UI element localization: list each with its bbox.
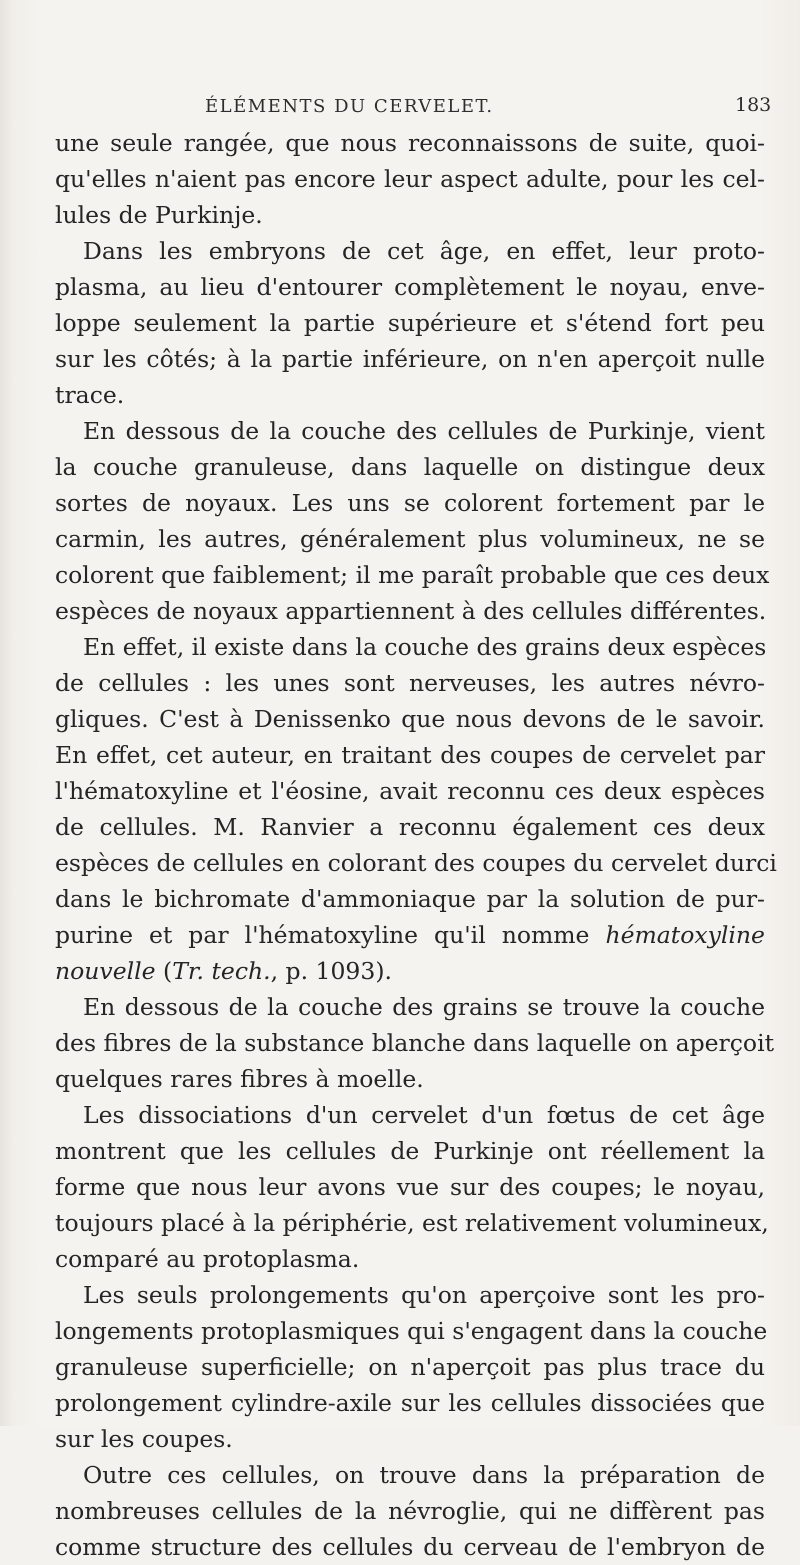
text-line: trace. — [55, 381, 125, 409]
page-number: 183 — [735, 94, 772, 116]
text-line: plasma, au lieu d'entourer complètement le noyau, enve- — [55, 273, 765, 301]
text-line: prolongement cylindre-axile sur les cellules dissociées que — [55, 1389, 765, 1417]
text-line: qu'elles n'aient pas encore leur aspect adulte, pour les cel- — [55, 165, 765, 193]
text-line: En effet, cet auteur, en traitant des coupes de cervelet par — [55, 741, 765, 769]
text-line: granuleuse superficielle; on n'aperçoit pas plus trace du — [55, 1353, 765, 1381]
text-line: En effet, il existe dans la couche des grains deux espèces — [83, 633, 767, 661]
text-line: comparé au protoplasma. — [55, 1245, 360, 1273]
italic-term: nouvelle — [55, 957, 156, 985]
text-line: montrent que les cellules de Purkinje ont réellement la — [55, 1137, 765, 1165]
text-line: lules de Purkinje. — [55, 201, 263, 229]
text-line: la couche granuleuse, dans laquelle on distingue deux — [55, 453, 765, 481]
text-line: dans le bichromate d'ammoniaque par la solution de pur- — [55, 885, 765, 913]
running-head: ÉLÉMENTS DU CERVELET. — [205, 96, 494, 117]
text-line: une seule rangée, que nous reconnaissons de suite, quoi- — [55, 129, 765, 157]
text-line — [55, 917, 765, 953]
body-text — [55, 125, 777, 1565]
text-line: loppe seulement la partie supérieure et s'étend fort peu — [55, 309, 765, 337]
text-line: Dans les embryons de cet âge, en effet, leur proto- — [83, 237, 765, 265]
text-line: sur les coupes. — [55, 1425, 233, 1453]
text-line: l'hématoxyline et l'éosine, avait reconnu ces deux espèces — [55, 777, 765, 805]
text-line: colorent que faiblement; il me paraît probable que ces deux — [55, 561, 770, 589]
text-line: sur les côtés; à la partie inférieure, on n'en aperçoit nulle — [55, 345, 765, 373]
text-line-segment: purine et par l'hématoxyline qu'il nomme — [55, 921, 590, 949]
text-line: de cellules : les unes sont nerveuses, les autres névro- — [55, 669, 765, 697]
text-line: En dessous de la couche des grains se trouve la couche — [83, 993, 765, 1021]
text-line: comme structure des cellules du cerveau de l'embryon de — [55, 1533, 765, 1561]
text-line: espèces de noyaux appartiennent à des cellules différentes. — [55, 597, 767, 625]
text-line-segment: ( — [163, 957, 173, 985]
text-line: nombreuses cellules de la névroglie, qui ne diffèrent pas — [55, 1497, 765, 1525]
text-line: des fibres de la substance blanche dans laquelle on aperçoit — [55, 1029, 775, 1057]
text-line: toujours placé à la périphérie, est relativement volumineux, — [55, 1209, 769, 1237]
text-line: longements protoplasmiques qui s'engagent dans la couche — [55, 1317, 768, 1345]
text-line: gliques. C'est à Denissenko que nous devons de le savoir. — [55, 705, 765, 733]
text-line: de cellules. M. Ranvier a reconnu également ces deux — [55, 813, 765, 841]
text-line: quelques rares fibres à moelle. — [55, 1065, 424, 1093]
text-line: Outre ces cellules, on trouve dans la préparation de — [83, 1461, 765, 1489]
text-line: espèces de cellules en colorant des coupes du cervelet durci — [55, 849, 777, 877]
citation-reference: Tr. tech. — [172, 957, 271, 985]
text-line: forme que nous leur avons vue sur des coupes; le noyau, — [55, 1173, 765, 1201]
text-line: Les dissociations d'un cervelet d'un fœtus de cet âge — [83, 1101, 765, 1129]
text-line: sortes de noyaux. Les uns se colorent fortement par le — [55, 489, 765, 517]
text-line: carmin, les autres, généralement plus volumineux, ne se — [55, 525, 765, 553]
citation-page: , p. 1093). — [270, 957, 392, 985]
italic-term: hématoxyline — [605, 921, 765, 949]
text-line: Les seuls prolongements qu'on aperçoive sont les pro- — [83, 1281, 765, 1309]
text-line: En dessous de la couche des cellules de Purkinje, vient — [83, 417, 765, 445]
text-line — [55, 953, 765, 989]
